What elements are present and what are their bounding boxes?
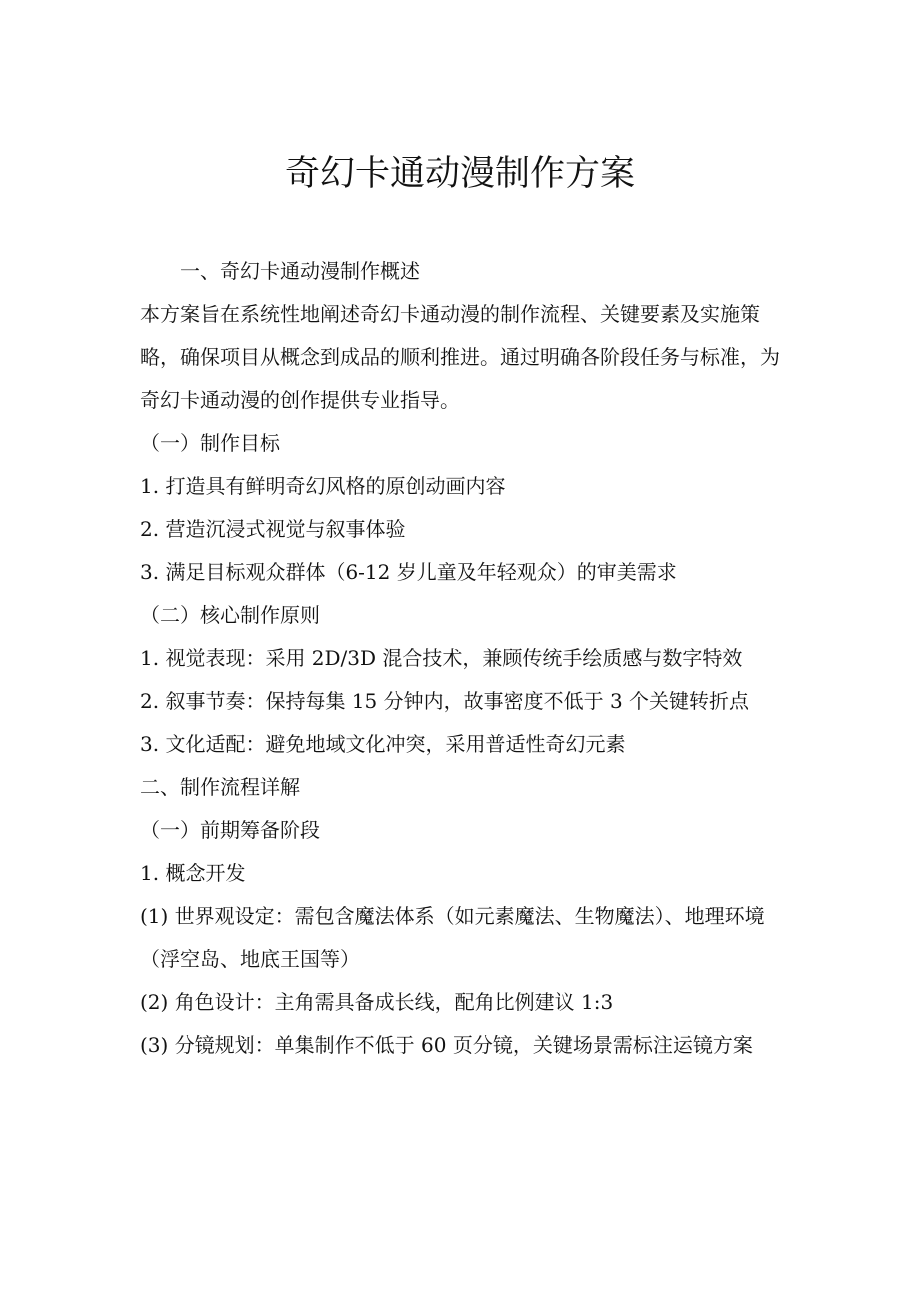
concept-item: (2) 角色设计：主角需具备成长线，配角比例建议 1:3: [140, 990, 614, 1014]
section-heading-process: 二、制作流程详解: [140, 775, 300, 799]
document-body: [140, 250, 785, 1067]
principle-item: 2. 叙事节奏：保持每集 15 分钟内，故事密度不低于 3 个关键转折点: [140, 689, 750, 713]
principle-item: 3. 文化适配：避免地域文化冲突，采用普适性奇幻元素: [140, 732, 626, 756]
concept-item: (1) 世界观设定：需包含魔法体系（如元素魔法、生物魔法）、地理环境（浮空岛、地底王国等）: [140, 904, 765, 971]
document-title: 奇幻卡通动漫制作方案: [284, 154, 635, 194]
goal-item: 3. 满足目标观众群体（6-12 岁儿童及年轻观众）的审美需求: [140, 560, 677, 584]
subheading-principles: （二）核心制作原则: [140, 603, 320, 627]
subheading-concept: 1. 概念开发: [140, 861, 246, 885]
subheading-preproduction: （一）前期筹备阶段: [140, 818, 320, 842]
section-heading-overview: 一、奇幻卡通动漫制作概述: [180, 259, 420, 283]
intro-paragraph: 本方案旨在系统性地阐述奇幻卡通动漫的制作流程、关键要素及实施策略，确保项目从概念到成品的顺利推进。通过明确各阶段任务与标准，为奇幻卡通动漫的创作提供专业指导。: [140, 302, 780, 412]
goal-item: 1. 打造具有鲜明奇幻风格的原创动画内容: [140, 474, 506, 498]
principle-item: 1. 视觉表现：采用 2D/3D 混合技术，兼顾传统手绘质感与数字特效: [140, 646, 743, 670]
goal-item: 2. 营造沉浸式视觉与叙事体验: [140, 517, 406, 541]
subheading-goals: （一）制作目标: [140, 431, 280, 455]
concept-item: (3) 分镜规划：单集制作不低于 60 页分镜，关键场景需标注运镜方案: [140, 1033, 753, 1057]
